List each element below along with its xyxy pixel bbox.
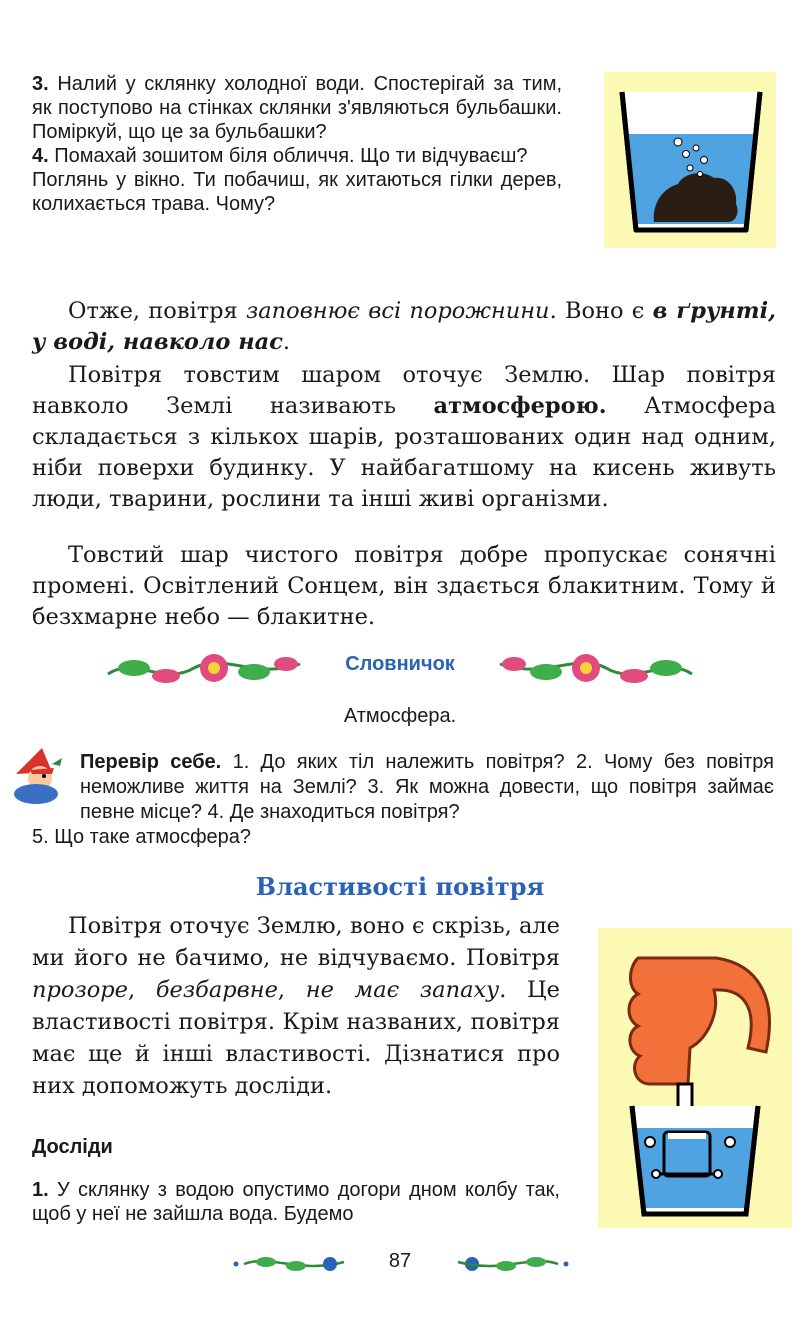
footer-ornament-right-icon — [452, 1250, 572, 1278]
item-text: Налий у склянку холодної води. Спостерігай за тим, як поступово на стінках склянки з'являються бульбашки. Поміркуй, що це за бульбашки? — [32, 73, 562, 143]
window-observation: Поглянь у вікно. Ти побачиш, як хитаються гілки дерев, колихається трава. Чому? — [32, 169, 562, 215]
glass-soil-illustration — [604, 72, 776, 248]
hand-flask-icon — [598, 928, 792, 1228]
check-yourself: Перевір себе. 1. До яких тіл належить повітря? 2. Чому без повітря неможливе життя на Землі? 3. Як можна довести, що повітря займає певне місце? 4. Де знаходиться повітря? 5. Що таке атмосфера? — [32, 751, 775, 848]
summary-paragraph: Отже, повітря заповнює всі порожнини. Воно є в ґрунті, у воді, навколо нас. — [32, 298, 776, 355]
floral-ornament-right-icon — [496, 646, 696, 690]
hand-flask-illustration — [598, 928, 792, 1228]
item-text: Помахай зошитом біля обличчя. Що ти відчуваєш? — [48, 145, 528, 167]
section-title: Властивості повітря — [255, 872, 545, 901]
experiment-1: 1. У склянку з водою опустимо догори дном колбу так, щоб у неї не зайшла вода. Будемо — [32, 1179, 560, 1225]
experiment-4 — [32, 144, 562, 168]
page-number: 87 — [388, 1250, 412, 1272]
footer-ornament-left-icon — [230, 1250, 350, 1278]
check-label: Перевір себе. — [80, 751, 222, 773]
sky-paragraph: Товстий шар чистого повітря добре пропускає сонячні промені. Освітлений Сонцем, він здається блакитним. Тому й безхмарне небо — блакитне. — [32, 542, 776, 630]
item-number: 4. — [32, 145, 49, 167]
experiments-heading: Досліди — [32, 1136, 113, 1158]
properties-paragraph: Повітря оточує Землю, воно є скрізь, але ми його не бачимо, не відчуваємо. Повітря прозоре, безбарвне, не має запаху. Це властивості повітря. Крім названих, повітря має ще й інші властивості. Дізнатися про них допоможуть досліди. — [32, 913, 560, 1099]
experiments-top — [32, 72, 562, 216]
experiment-3 — [32, 72, 562, 144]
glossary-title: Словничок — [345, 653, 455, 675]
glass-of-water-icon — [604, 72, 776, 248]
atmosphere-paragraph: Повітря товстим шаром оточує Землю. Шар повітря навколо Землі називають атмосферою. Атмосфера складається з кількох шарів, розташованих один над одним, ніби поверхи будинку. У найбагатшому на кисень живуть люди, тварини, рослини та інші живі організми. — [32, 362, 776, 512]
item-number: 3. — [32, 73, 49, 95]
glossary-term: Атмосфера. — [343, 705, 457, 727]
floral-ornament-left-icon — [104, 646, 304, 690]
